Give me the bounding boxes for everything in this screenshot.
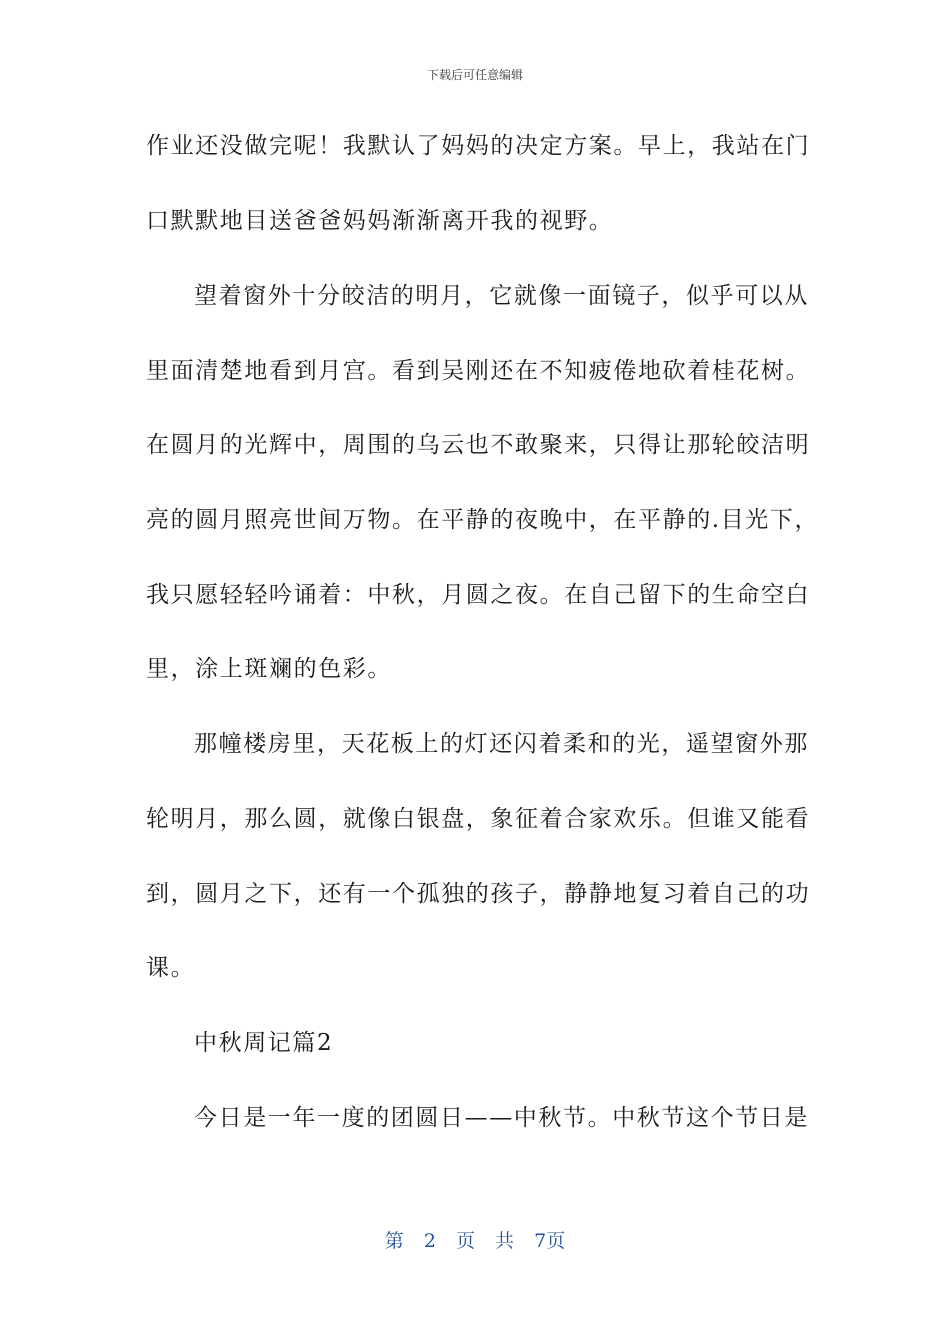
- body-line: 我只愿轻轻吟诵着：中秋，月圆之夜。在自己留下的生命空白: [146, 582, 811, 608]
- body-line: 轮明月，那么圆，就像白银盘，象征着合家欢乐。但谁又能看: [146, 806, 811, 832]
- body-line: 亮的圆月照亮世间万物。在平静的夜晚中，在平静的.目光下，: [146, 507, 820, 533]
- section-heading: 中秋周记篇2: [194, 1030, 334, 1056]
- paragraph-start-line: 今日是一年一度的团圆日——中秋节。中秋节这个节日是: [194, 1105, 809, 1131]
- paragraph-start-line: 那幢楼房里，天花板上的灯还闪着柔和的光，遥望窗外那: [194, 731, 809, 757]
- page-word: 页: [455, 1230, 475, 1252]
- page-footer: [0, 1226, 950, 1253]
- paragraph-start-line: 望着窗外十分皎洁的明月，它就像一面镜子，似乎可以从: [194, 283, 809, 309]
- page-number: 2: [423, 1230, 436, 1252]
- body-line: 口默默地目送爸爸妈妈渐渐离开我的视野。: [146, 208, 614, 234]
- total-pages: 7页: [534, 1230, 566, 1252]
- body-line: 里，涂上斑斓的色彩。: [146, 656, 392, 682]
- body-line: 作业还没做完呢！我默认了妈妈的决定方案。早上，我站在门: [146, 133, 811, 159]
- body-line: 里面清楚地看到月宫。看到吴刚还在不知疲倦地砍着桂花树。: [146, 358, 811, 384]
- page-label: 第: [384, 1230, 404, 1252]
- header-note: 下载后可任意编辑: [426, 68, 523, 82]
- total-label: 共: [495, 1230, 515, 1252]
- body-line: 课。: [146, 955, 196, 981]
- body-line: 在圆月的光辉中，周围的乌云也不敢聚来，只得让那轮皎洁明: [146, 432, 811, 458]
- body-line: 到，圆月之下，还有一个孤独的孩子，静静地复习着自己的功: [146, 881, 811, 907]
